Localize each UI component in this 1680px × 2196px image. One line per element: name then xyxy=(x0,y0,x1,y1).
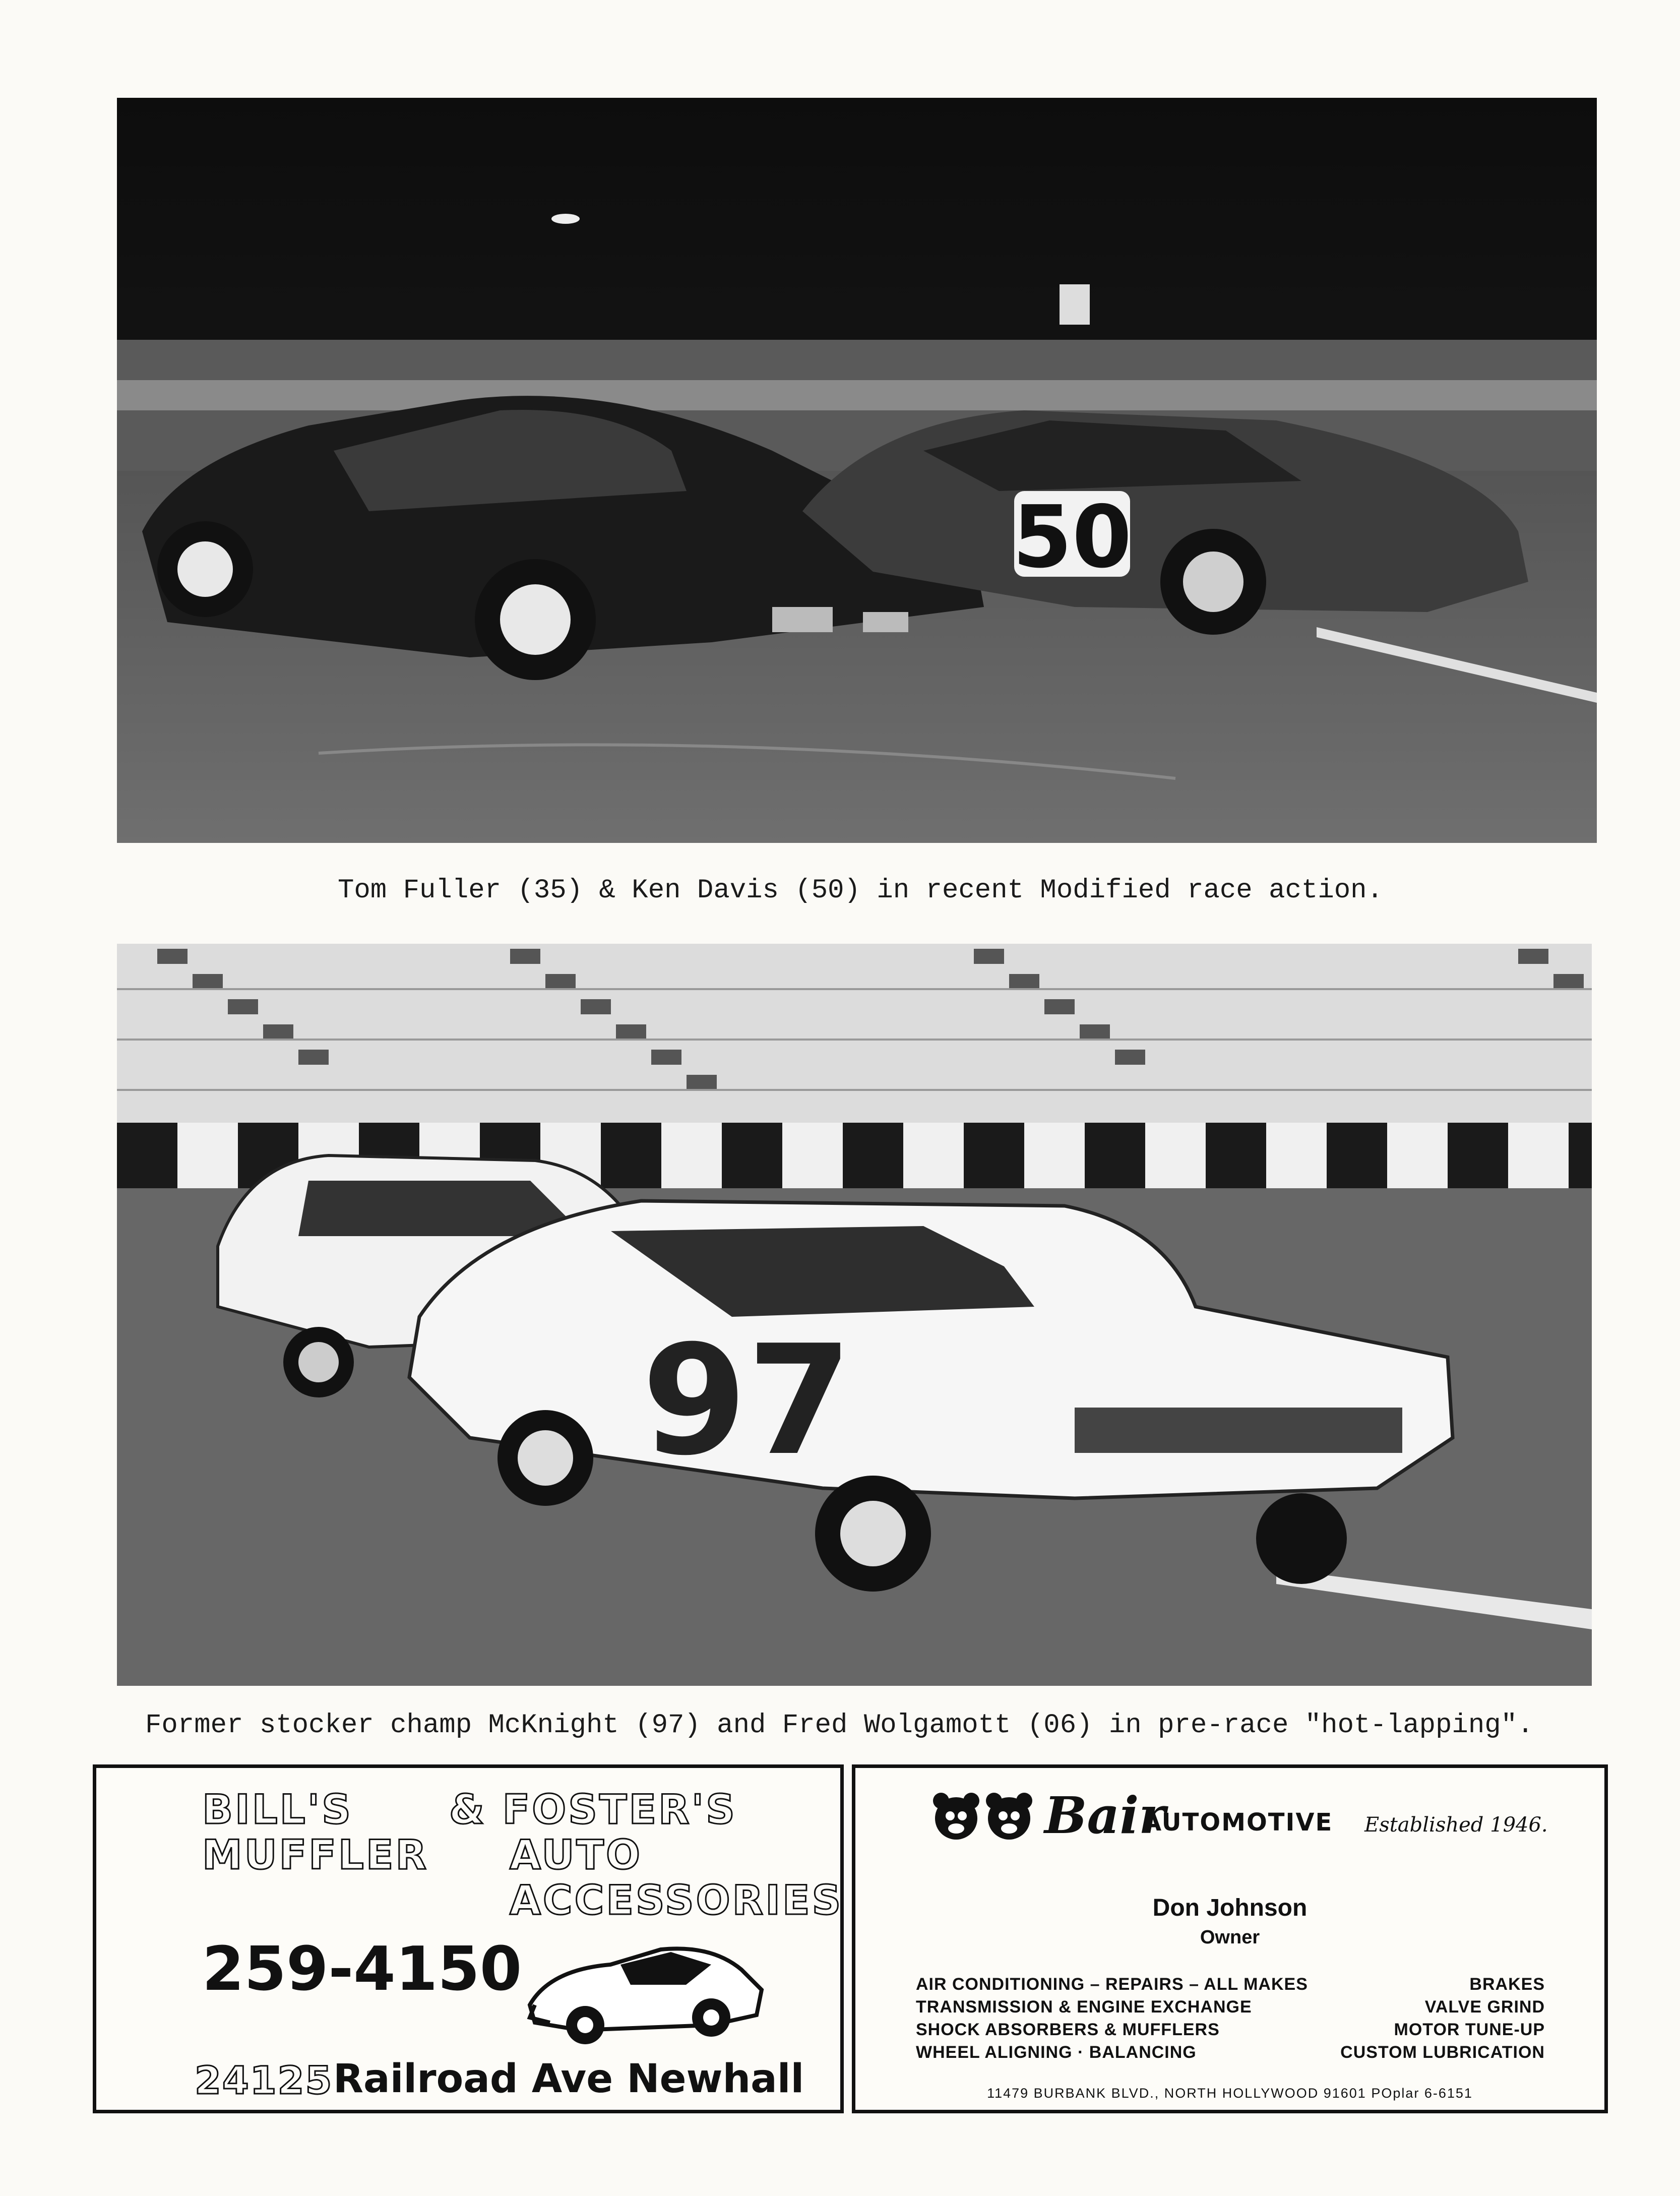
ad-bills-address-street: Railroad Ave Newhall xyxy=(333,2056,804,2102)
ad-bills-phone: 259-4150 xyxy=(202,1934,522,2004)
race-car-icon xyxy=(520,1929,772,2050)
ad-bair-brand-suffix: AUTOMOTIVE xyxy=(1143,1808,1333,1837)
service-item: CUSTOM LUBRICATION xyxy=(1340,2043,1545,2062)
service-item: AIR CONDITIONING – REPAIRS – ALL MAKES xyxy=(916,1975,1308,1994)
ad-bills-line2: MUFFLER xyxy=(202,1832,429,1878)
ad-bair-contact-name: Don Johnson xyxy=(1152,1895,1308,1921)
ad-bair-brand: Bair xyxy=(1044,1786,1165,1845)
service-item: WHEEL ALIGNING · BALANCING xyxy=(916,2043,1197,2062)
service-item: BRAKES xyxy=(1469,1975,1545,1994)
ad-bills-line3: & FOSTER'S xyxy=(449,1786,737,1833)
service-item: SHOCK ABSORBERS & MUFFLERS xyxy=(916,2020,1220,2039)
ad-bair-automotive xyxy=(852,1764,1608,2113)
bear-mascot-icon xyxy=(926,1788,1042,1849)
ad-bills-muffler xyxy=(93,1764,844,2113)
ad-bills-address-number: 24125 xyxy=(195,2058,333,2103)
race-photo-modified xyxy=(117,98,1597,843)
ad-bills-line1: BILL'S xyxy=(202,1786,353,1833)
ad-bair-established: Established 1946. xyxy=(1364,1813,1548,1837)
service-item: TRANSMISSION & ENGINE EXCHANGE xyxy=(916,1997,1252,2017)
photo-caption-modified: Tom Fuller (35) & Ken Davis (50) in recent Modified race action. xyxy=(338,875,1383,906)
photo-caption-hot-lapping: Former stocker champ McKnight (97) and Fred Wolgamott (06) in pre-race "hot-lapping". xyxy=(145,1710,1534,1741)
ad-bills-line4: AUTO xyxy=(510,1832,642,1878)
race-photo-hot-lapping xyxy=(117,944,1592,1686)
service-item: VALVE GRIND xyxy=(1424,1997,1545,2017)
car-number-50: 50 xyxy=(1012,487,1132,587)
service-item: MOTOR TUNE-UP xyxy=(1394,2020,1545,2039)
ad-bills-line5: ACCESSORIES xyxy=(510,1877,843,1924)
car-number-97: 97 xyxy=(642,1313,852,1489)
ad-bair-address: 11479 BURBANK BLVD., NORTH HOLLYWOOD 91601 POplar 6-6151 xyxy=(987,2086,1473,2101)
ad-bair-contact-title: Owner xyxy=(1200,1927,1260,1948)
